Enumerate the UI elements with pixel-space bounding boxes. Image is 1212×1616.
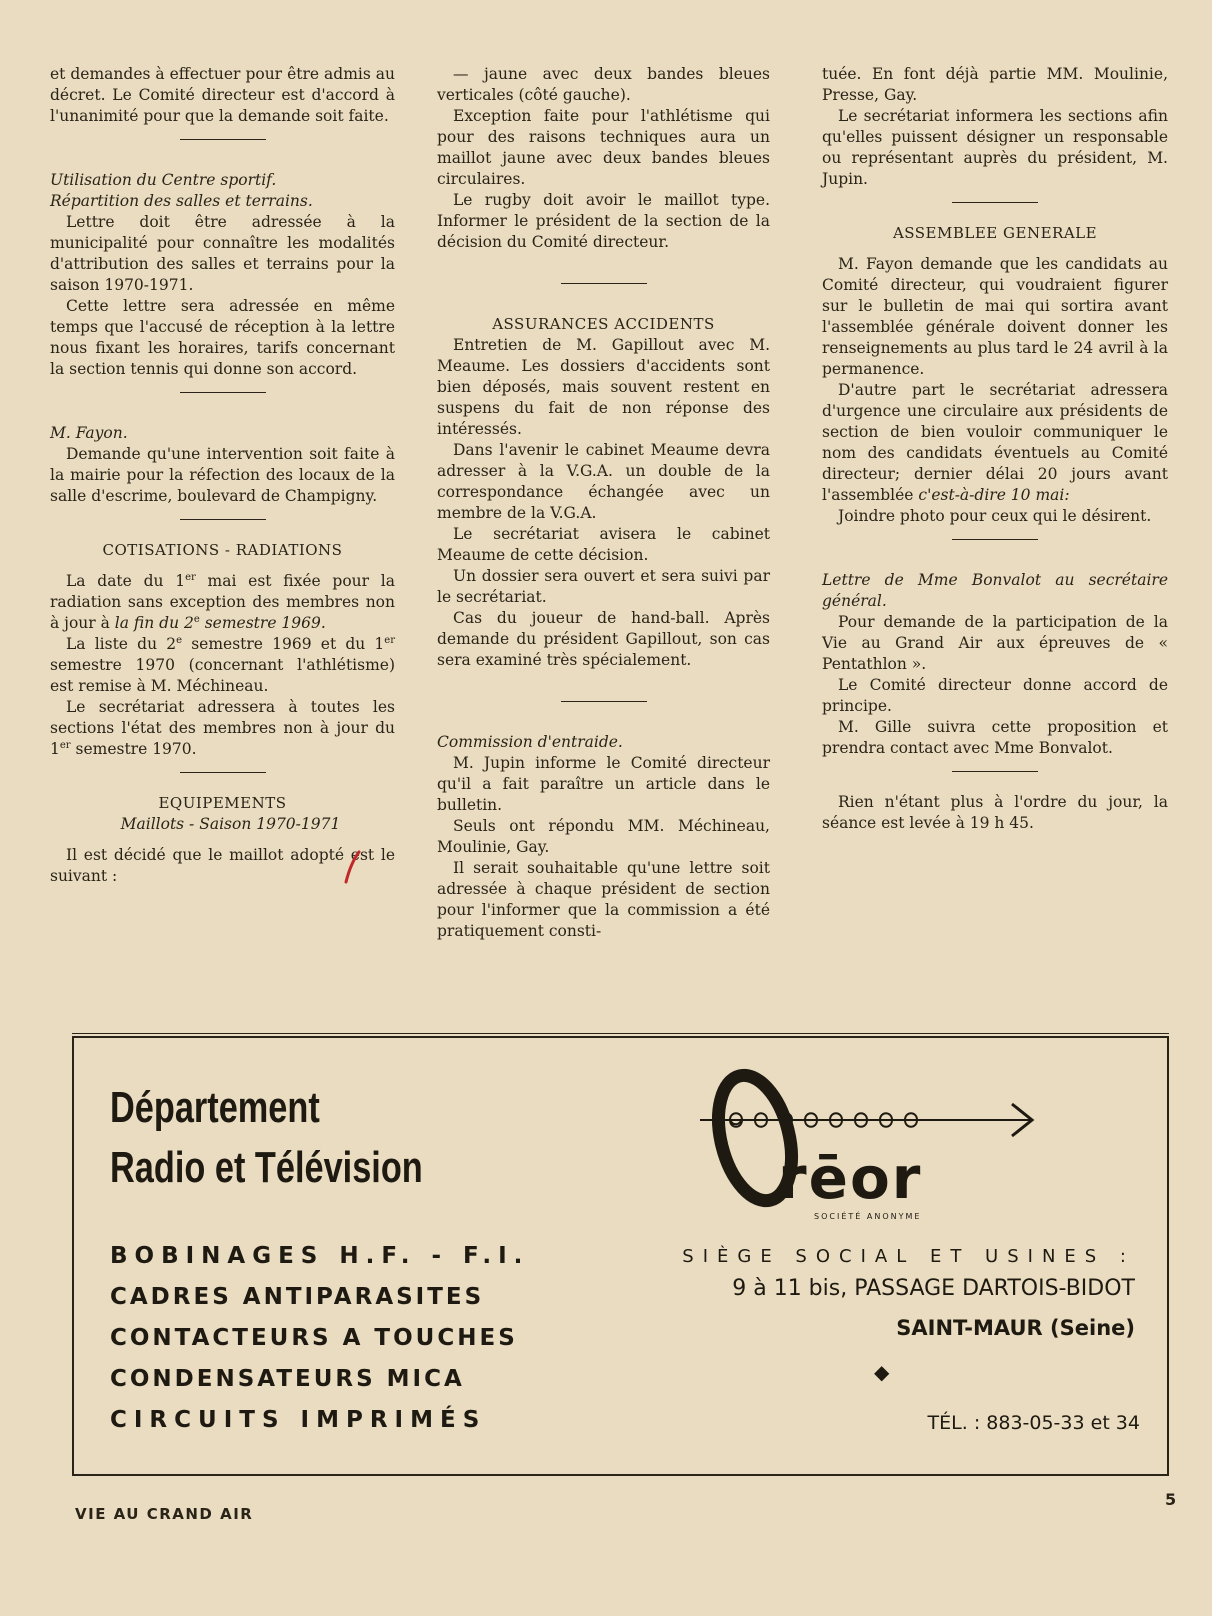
brand-subtitle: SOCIÉTÉ ANONYME <box>814 1212 922 1221</box>
address-line-1: SIÈGE SOCIAL ET USINES : <box>682 1246 1135 1267</box>
paragraph: La date du 1er mai est fixée pour la radiation sans exception des membres non à jour à la fin du 2e semestre 1969. <box>50 571 395 632</box>
paragraph: M. Jupin informe le Comité directeur qu'il a fait paraître un article dans le bulletin. <box>437 754 770 814</box>
address-line-2: 9 à 11 bis, PASSAGE DARTOIS-BIDOT <box>732 1276 1135 1301</box>
divider <box>180 519 266 520</box>
divider <box>180 772 266 773</box>
address-line-3: SAINT-MAUR (Seine) <box>896 1316 1135 1340</box>
paragraph: Un dossier sera ouvert et sera suivi par le secrétariat. <box>437 567 770 606</box>
page-number: 5 <box>1165 1490 1177 1509</box>
brand-name: rēor <box>778 1144 923 1212</box>
paragraph: Rien n'étant plus à l'ordre du jour, la séance est levée à 19 h 45. <box>822 793 1168 832</box>
product-item: CIRCUITS IMPRIMÉS <box>110 1407 487 1433</box>
paragraph: Le Comité directeur donne accord de principe. <box>822 676 1168 715</box>
divider <box>952 771 1038 772</box>
paragraph: Il serait souhaitable qu'une lettre soit adressée à chaque président de section pour l'informer que la commission a été pratiquement consti- <box>437 859 770 940</box>
section-heading: EQUIPEMENTS <box>158 794 287 812</box>
paragraph: tuée. En font déjà partie MM. Moulinie, Presse, Gay. <box>822 65 1168 104</box>
advert-dept-line-1: Département <box>110 1083 320 1132</box>
paragraph: Seuls ont répondu MM. Méchineau, Moulinie, Gay. <box>437 817 770 856</box>
advert-dept-line-2: Radio et Télévision <box>110 1143 423 1192</box>
middle-column <box>437 64 770 942</box>
paragraph: Le secrétariat avisera le cabinet Meaume de cette décision. <box>437 525 770 564</box>
left-column <box>50 64 395 887</box>
diamond-icon: ◆ <box>874 1360 890 1384</box>
advert-product-list <box>110 1236 529 1441</box>
paragraph: — jaune avec deux bandes bleues verticales (côté gauche). <box>437 65 770 104</box>
section-heading: Commission d'entraide. <box>437 733 623 751</box>
paragraph: Le secrétariat adressera à toutes les sections l'état des membres non à jour du 1er semestre 1970. <box>50 698 395 758</box>
paragraph: M. Gille suivra cette proposition et prendra contact avec Mme Bonvalot. <box>822 718 1168 757</box>
paragraph: Entretien de M. Gapillout avec M. Meaume. Les dossiers d'accidents sont bien déposés, mais souvent restent en suspens du fait de non réponse des intéressés. <box>437 336 770 438</box>
right-column <box>822 64 1168 834</box>
paragraph: Cas du joueur de hand-ball. Après demande du président Gapillout, son cas sera examiné très spécialement. <box>437 609 770 669</box>
section-subheading: Maillots - Saison 1970-1971 <box>120 815 341 833</box>
advert-top-rule <box>72 1033 1169 1034</box>
paragraph: Joindre photo pour ceux qui le désirent. <box>838 507 1152 525</box>
divider <box>561 701 647 702</box>
paragraph: Demande qu'une intervention soit faite à la mairie pour la réfection des locaux de la salle d'escrime, boulevard de Champigny. <box>50 445 395 505</box>
product-item: CONTACTEURS A TOUCHES <box>110 1325 518 1351</box>
paragraph: Exception faite pour l'athlétisme qui pour des raisons techniques aura un maillot jaune avec deux bandes bleues circulaires. <box>437 107 770 188</box>
advert-department <box>110 1078 423 1198</box>
section-heading: ASSEMBLEE GENERALE <box>892 224 1098 242</box>
paragraph: La liste du 2e semestre 1969 et du 1er semestre 1970 (concernant l'athlétisme) est remise à M. Méchineau. <box>50 634 395 695</box>
publication-name: VIE AU CRAND AIR <box>75 1505 254 1523</box>
section-heading: ASSURANCES ACCIDENTS <box>492 315 715 333</box>
divider <box>180 139 266 140</box>
divider <box>561 283 647 284</box>
divider <box>952 539 1038 540</box>
paragraph: Il est décidé que le maillot adopté est le suivant : <box>50 846 395 885</box>
paragraph: Le rugby doit avoir le maillot type. Informer le président de la section de la décision du Comité directeur. <box>437 191 770 251</box>
paragraph: et demandes à effectuer pour être admis au décret. Le Comité directeur est d'accord à l'unanimité pour que la demande soit faite. <box>50 65 395 125</box>
product-item: BOBINAGES H.F. - F.I. <box>110 1243 530 1269</box>
red-pen-mark <box>343 850 363 884</box>
product-item: CONDENSATEURS MICA <box>110 1366 465 1392</box>
divider <box>180 392 266 393</box>
paragraph: Cette lettre sera adressée en même temps que l'accusé de réception à la lettre nous fixant les horaires, tarifs concernant la section tennis qui donne son accord. <box>50 297 395 378</box>
section-heading: Répartition des salles et terrains. <box>50 192 313 210</box>
paragraph: Dans l'avenir le cabinet Meaume devra adresser à la V.G.A. un double de la correspondance échangée avec un membre de la V.G.A. <box>437 441 770 522</box>
divider <box>952 202 1038 203</box>
paragraph: Lettre doit être adressée à la municipalité pour connaître les modalités d'attribution des salles et terrains pour la saison 1970-1971. <box>50 213 395 294</box>
paragraph: D'autre part le secrétariat adressera d'urgence une circulaire aux présidents de section de bien vouloir communiquer le nom des candidats éventuels au Comité directeur; dernier délai 20 jours avant l'assemblée c'est-à-dire 10 mai: <box>822 381 1168 504</box>
paragraph: M. Fayon demande que les candidats au Comité directeur, qui voudraient figurer sur le bulletin de mai qui sortira avant l'assemblée générale doivent donner les renseignements au plus tard le 24 avril à la permanence. <box>822 255 1168 378</box>
section-heading: Lettre de Mme Bonvalot au secrétaire général. <box>822 571 1168 610</box>
section-heading: COTISATIONS - RADIATIONS <box>102 541 343 559</box>
product-item: CADRES ANTIPARASITES <box>110 1284 485 1310</box>
section-heading: Utilisation du Centre sportif. <box>50 171 277 189</box>
paragraph: Le secrétariat informera les sections afin qu'elles puissent désigner un responsable ou représentant auprès du président, M. Jupin. <box>822 107 1168 188</box>
paragraph: Pour demande de la participation de la Vie au Grand Air aux épreuves de « Pentathlon ». <box>822 613 1168 673</box>
telephone: TÉL. : 883-05-33 et 34 <box>927 1412 1140 1434</box>
section-heading: M. Fayon. <box>50 424 128 442</box>
